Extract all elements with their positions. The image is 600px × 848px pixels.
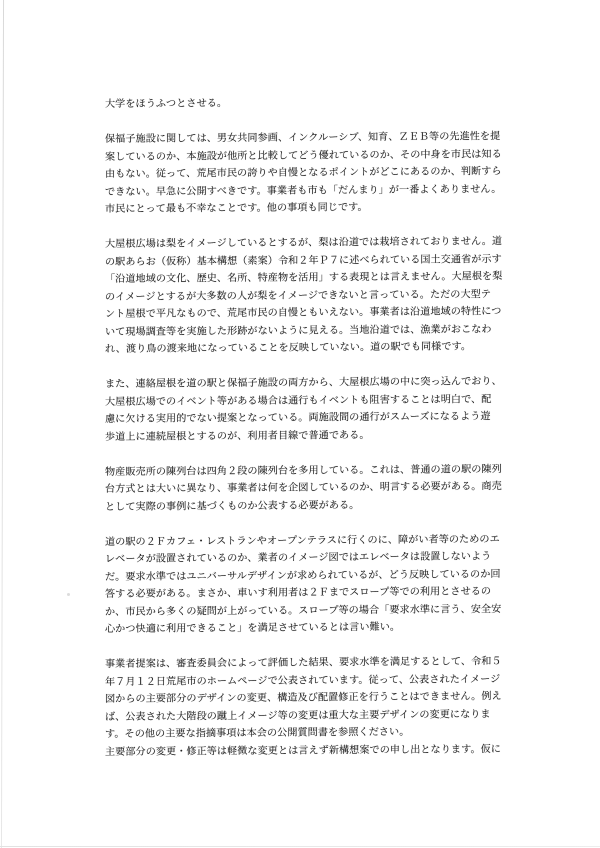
text-line: 慮に欠ける実用的でない提案となっている。両施設間の通行がスムーズになるよう遊	[105, 411, 491, 425]
paragraph	[105, 128, 509, 218]
paragraph	[105, 93, 509, 113]
text-line: 歩道上に連続屋根とするのが、利用者目線で普通である。	[105, 429, 370, 443]
text-line: 物産販売所の陳列台は四角２段の陳列台を多用している。これは、普通の道の駅の陳列	[105, 463, 502, 478]
paragraph	[105, 461, 509, 516]
page-left-edge-artifact	[1, 0, 4, 848]
text-line: 大学をほうふつとさせる。	[105, 98, 228, 110]
text-line: レベータが設置されているのか、業者のイメージ図ではエレベータは設置しないよう	[105, 551, 492, 565]
text-line: 道の駅の２Ｆカフェ・レストランやオープンテラスに行くのに、障がい者等のためのエ	[105, 533, 500, 548]
text-line: いて現場調査等を実施した形跡がないように見える。当地沿道では、漁業がおこなわ	[105, 323, 492, 338]
text-line: 心かつ快適に利用できること」を満足させているとは言い難い。	[105, 621, 401, 635]
paragraph	[105, 233, 509, 358]
paragraph	[105, 653, 509, 761]
paragraph	[105, 373, 509, 446]
text-line: 図からの主要部分のデザインの変更、構造及び配置修正を行うことはできません。例え	[105, 691, 502, 705]
text-line: また、連絡屋根を道の駅と保福子施設の両方から、大屋根広場の中に突っ込んでおり、	[105, 376, 502, 390]
text-line: ば、公表された大階段の蹴上イメージ等の変更は重大な主要デザインの変更になりま	[105, 708, 491, 723]
text-line: ント屋根で平凡なもので、荒尾市民の自慢ともいえない。事業者は沿道地域の特性につ	[105, 306, 502, 320]
text-line: として実際の事例に基づくものか公表する必要がある。	[105, 499, 360, 513]
text-line: 事業者提案は、審査委員会によって評価した結果、要求水準を満足するとして、令和５	[105, 656, 502, 670]
text-line: 由もない。従って、荒尾市民の誇りや自慢となるポイントがどこにあるのか、判断すら	[105, 166, 502, 180]
text-line: 答する必要がある。まさか、車いす利用者は２Ｆまでスロープ等での利用とさせるの	[105, 586, 492, 600]
text-line: か、市民から多くの疑問が上がっている。スロープ等の場合「要求水準に言う、安全安	[105, 603, 502, 618]
text-line: 市民にとって最も不幸なことです。他の事項も同じです。	[105, 202, 368, 215]
text-line: 台方式とは大いに異なり、事業者は何を企図しているのか、明言する必要がある。商売	[105, 481, 502, 495]
scan-speck-artifact	[67, 593, 70, 596]
text-line: 大屋根広場は梨をイメージしているとするが、梨は沿道では栽培されておりません。道	[105, 236, 503, 250]
document-text	[105, 93, 509, 761]
text-line: 主要部分の変更・修正等は軽微な変更とは言えず新構想案での申し出となります。仮に	[105, 743, 501, 758]
text-line: す。その他の主要な指摘事項は本会の公開質問書を参照ください。	[105, 726, 410, 740]
text-line: 年７月１２日荒尾市のホームページで公表されています。従って、公表されたイメージ	[105, 673, 501, 688]
paragraph	[105, 531, 509, 639]
text-line: のイメージとするが大多数の人が梨をイメージできないと言っている。ただの大型テ	[105, 288, 491, 303]
text-line: 案しているのか、本施設が他所と比較してどう優れているのか、その中身を市民は知る	[105, 148, 502, 163]
page-bottom-edge-artifact	[0, 846, 600, 847]
text-line: れ、渡り鳥の渡来地になっていることを反映していない。道の駅でも同様です。	[105, 341, 472, 355]
text-line: の駅あらお（仮称）基本構想（素案）令和２年Ｐ７に述べられている国土交通省が示す	[105, 253, 502, 268]
text-line: 保福子施設に関しては、男女共同参画、インクルーシブ、知育、ＺＥＢ等の先進性を提	[105, 131, 501, 145]
text-line: 大屋根広場でのイベント等がある場合は通行もイベントも阻害することは明白で、配	[105, 393, 492, 408]
text-line: できない。早急に公開すべきです。事業者も市も「だんまり」が一番よくありません。	[105, 183, 502, 198]
text-line: 「沿道地域の文化、歴史、名所、特産物を活用」する表現とは言えません。大屋根を梨	[105, 271, 503, 285]
text-line: だ。要求水準ではユニバーサルデザインが求められているが、どう反映しているのか回	[105, 568, 501, 583]
